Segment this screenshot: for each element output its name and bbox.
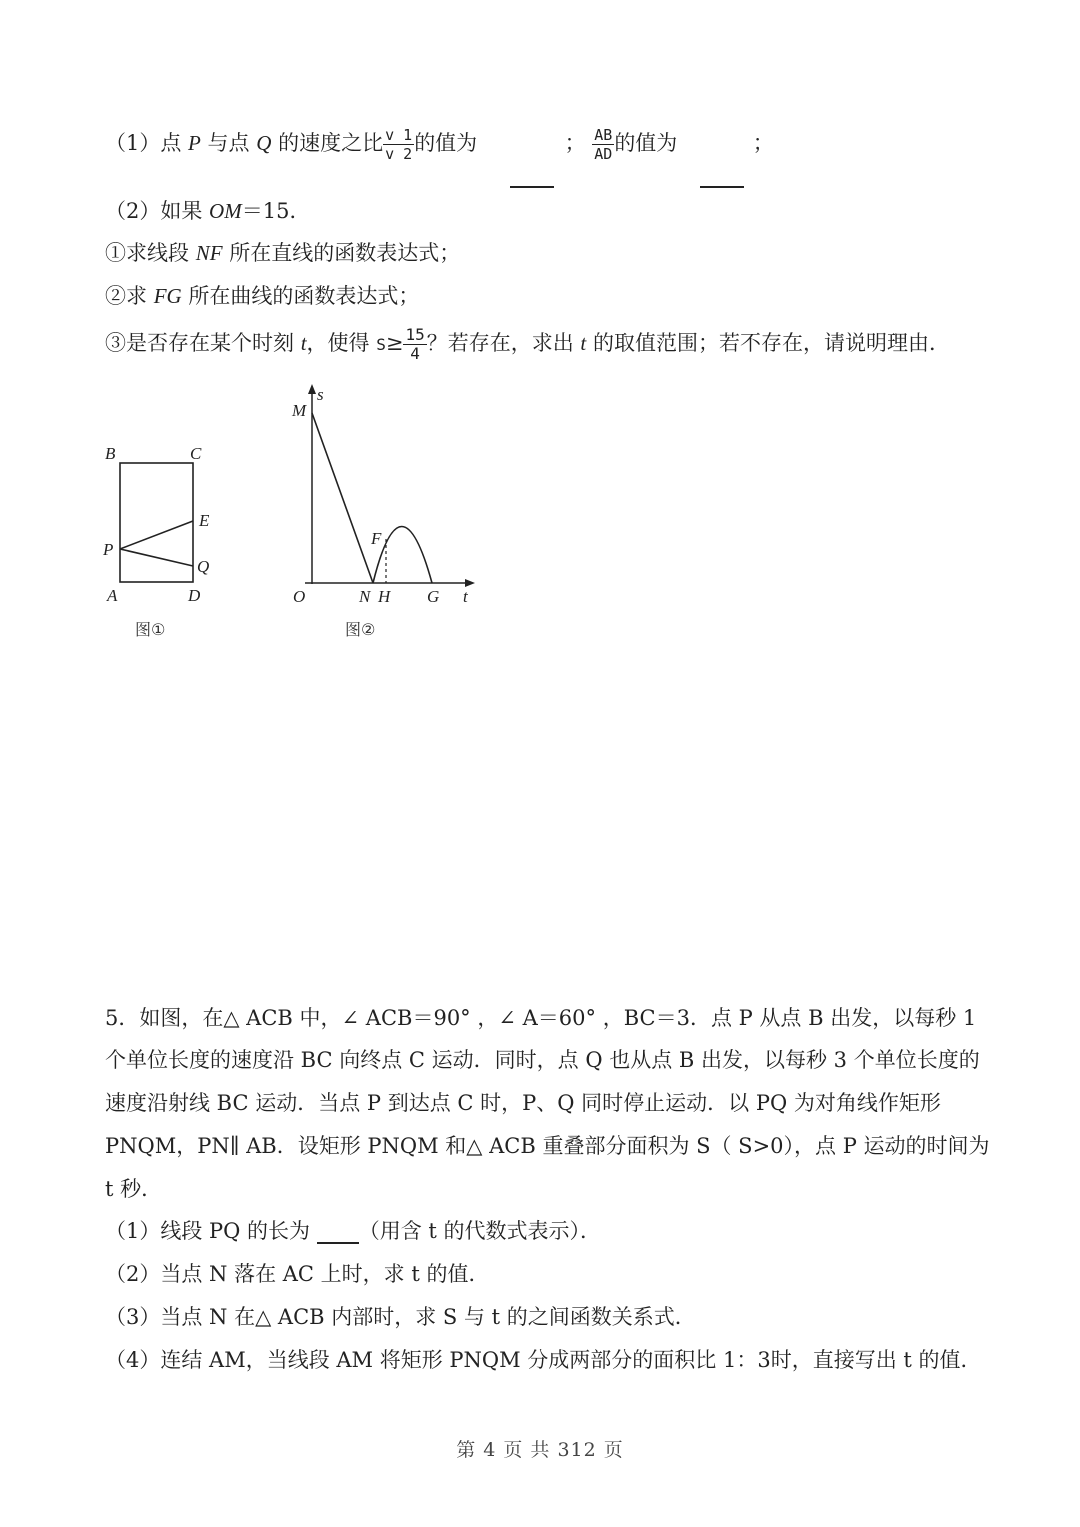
curve-nfg — [373, 527, 432, 584]
label-s: s — [317, 385, 324, 404]
answer-blank-pq[interactable] — [317, 1241, 359, 1244]
t-axis-arrow — [465, 579, 475, 587]
segment-fg: FG — [153, 284, 182, 308]
segment-nf: NF — [195, 241, 223, 265]
label-o: O — [293, 587, 306, 606]
q5-part4: （4）连结 AM，当线段 AM 将矩形 PNQM 分成两部分的面积比 1：3时，直接写出 t 的值． — [105, 1348, 982, 1372]
figure-1-rectangle — [95, 435, 235, 650]
geq-symbol: ≥ — [385, 331, 404, 355]
q4-sub2-lead: ②求 — [105, 284, 154, 308]
answer-blank-2[interactable] — [700, 185, 744, 188]
label-m: M — [292, 401, 307, 420]
separator: ； — [564, 131, 586, 155]
q5-line-5: t 秒． — [105, 1177, 163, 1201]
q4-part2 — [105, 196, 310, 226]
separator: ； — [752, 131, 774, 155]
segment-pe — [120, 521, 193, 549]
answer-blank-1[interactable] — [510, 185, 554, 188]
speed-ratio-fraction — [383, 126, 414, 163]
label-h: H — [378, 587, 391, 606]
fraction-denominator: AD — [594, 145, 613, 163]
segment-mn — [312, 413, 373, 583]
q5-line-3: 速度沿射线 BC 运动．当点 P 到达点 C 时，P、Q 同时停止运动．以 PQ 为对角线作矩形 — [105, 1091, 941, 1115]
q4-sub1-lead: ①求线段 — [105, 241, 196, 265]
s-axis-arrow — [308, 384, 316, 394]
q4-part1-text3: 的值为 — [414, 131, 478, 155]
q4-part2-rest: ＝15． — [241, 199, 311, 223]
variable-s: S — [376, 335, 386, 354]
q4-part1-lead: （1）点 — [105, 131, 189, 155]
q4-sub3-text2: ？若存在，求出 — [426, 331, 581, 355]
fraction-numerator: AB — [594, 126, 613, 144]
label-g: G — [427, 587, 440, 606]
label-b: B — [105, 444, 116, 463]
q5-part2: （2）当点 N 落在 AC 上时，求 t 的值． — [105, 1262, 490, 1286]
q4-sub3-lead: ③是否存在某个时刻 — [105, 331, 301, 355]
label-e: E — [199, 511, 210, 530]
fraction-denominator: v 2 — [385, 145, 413, 163]
variable-t: t — [300, 331, 307, 355]
label-n: N — [359, 587, 371, 606]
figure-1-caption: 图① — [135, 620, 166, 639]
fraction-numerator: v 1 — [385, 126, 413, 144]
q4-part1-text4: 的值为 — [614, 131, 678, 155]
q4-sub2 — [105, 281, 419, 311]
q5-line-4: PNQM，PN∥ AB．设矩形 PNQM 和△ ACB 重叠部分面积为 S（ S>0），点 P 运动的时间为 — [105, 1134, 990, 1158]
q4-sub1 — [105, 238, 460, 268]
q4-sub3-text1: ，使得 — [306, 331, 377, 355]
label-q: Q — [197, 557, 210, 576]
q5-line-1: 5．如图，在△ ACB 中，∠ ACB＝90° ，∠ A＝60° ，BC＝3．点 P 从点 B 出发，以每秒 1 — [105, 1006, 977, 1030]
q4-part2-lead: （2）如果 — [105, 199, 210, 223]
q5-part1 — [105, 1216, 601, 1246]
q4-sub1-rest: 所在直线的函数表达式； — [222, 241, 461, 265]
q5-line-2: 个单位长度的速度沿 BC 向终点 C 运动．同时，点 Q 也从点 B 出发，以每秒 3 个单位长度的 — [105, 1048, 980, 1072]
segment-om: OM — [209, 199, 242, 223]
fraction-numerator: 15 — [405, 325, 425, 344]
fraction-denominator: 4 — [410, 344, 420, 363]
variable-t: t — [580, 331, 587, 355]
label-a: A — [107, 586, 118, 605]
q4-part1-text2: 的速度之比 — [271, 131, 384, 155]
label-d: D — [188, 586, 201, 605]
figure-2-caption: 图② — [345, 620, 376, 639]
figure-2-graph — [283, 380, 483, 650]
ab-ad-fraction — [592, 126, 614, 163]
point-p: P — [188, 131, 201, 155]
segment-pq — [120, 549, 193, 566]
page-footer: 第 4 页 共 312 页 — [456, 1439, 624, 1461]
point-q: Q — [256, 131, 272, 155]
label-f: F — [371, 529, 382, 548]
fifteen-quarters-fraction — [403, 326, 426, 363]
q4-sub3 — [105, 326, 950, 363]
label-c: C — [190, 444, 202, 463]
q4-sub3-rest: 的取值范围；若不存在，请说明理由． — [586, 331, 950, 355]
label-t: t — [463, 587, 468, 606]
q5-part1-rest: （用含 t 的代数式表示）． — [358, 1219, 602, 1243]
q4-part1 — [105, 126, 774, 188]
q4-sub2-rest: 所在曲线的函数表达式； — [181, 284, 420, 308]
q4-part1-text1: 与点 — [200, 131, 257, 155]
label-p: P — [103, 540, 114, 559]
q5-part3: （3）当点 N 在△ ACB 内部时，求 S 与 t 的之间函数关系式． — [105, 1305, 696, 1329]
q5-part1-lead: （1）线段 PQ 的长为 — [105, 1219, 317, 1243]
